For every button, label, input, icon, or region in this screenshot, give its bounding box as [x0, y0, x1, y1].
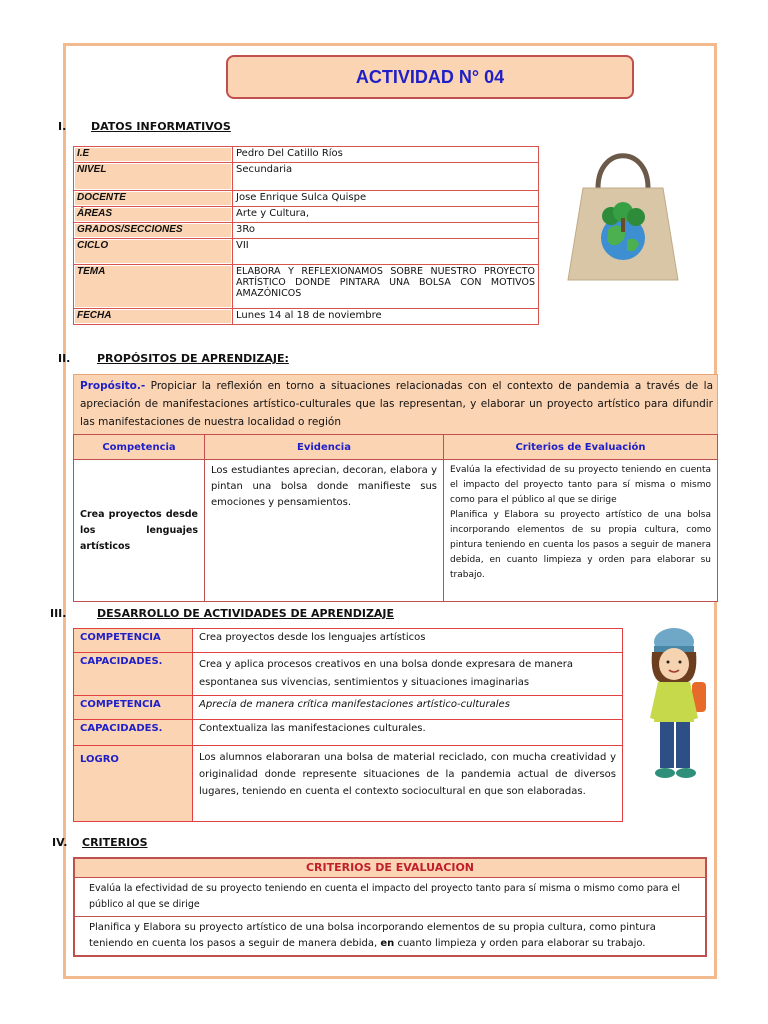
info-table: [73, 146, 539, 325]
criteria-row: Evalúa la efectividad de su proyecto teniendo en cuenta el impacto del proyecto tanto para sí misma o mismo como para el público al que se dirige: [75, 878, 705, 917]
activity-key: COMPETENCIA: [74, 629, 193, 653]
activity-value: Aprecia de manera crítica manifestaciones artístico-culturales: [193, 696, 623, 720]
activity-title: ACTIVIDAD N° 04: [226, 55, 634, 99]
info-value: Secundaria: [233, 163, 539, 191]
activity-key: LOGRO: [74, 746, 193, 822]
section-2-title: PROPÓSITOS DE APRENDIZAJE:: [97, 352, 289, 365]
activities-table: [73, 628, 623, 822]
info-key: I.E: [74, 147, 233, 163]
section-2-number: II.: [58, 352, 71, 365]
info-key: GRADOS/SECCIONES: [74, 223, 233, 239]
activity-value: Contextualiza las manifestaciones culturales.: [193, 720, 623, 746]
info-value: Lunes 14 al 18 de noviembre: [233, 309, 539, 325]
section-3-title: DESARROLLO DE ACTIVIDADES DE APRENDIZAJE: [97, 607, 395, 620]
evaluation-criteria-table: [73, 857, 707, 957]
activity-key: CAPACIDADES.: [74, 720, 193, 746]
section-4-title: CRITERIOS: [82, 836, 148, 849]
info-value: ELABORA Y REFLEXIONAMOS SOBRE NUESTRO PROYECTO ARTÍSTICO DONDE PINTARA UNA BOLSA CON MOTIVOS AMAZÓNICOS: [233, 265, 539, 309]
student-illustration: [636, 622, 716, 787]
info-key: ÁREAS: [74, 207, 233, 223]
evidencia-cell: Los estudiantes aprecian, decoran, elabora y pintan una bolsa donde manifieste sus emociones y pensamientos.: [205, 460, 444, 602]
criteria-row-text-a: Planifica y Elabora su proyecto artístico de una bolsa incorporando elementos de su propia cultura, como pintura teniendo en cuenta los pasos a seguir de manera debida,: [89, 922, 656, 949]
section-3-number: III.: [50, 607, 67, 620]
section-1-number: I.: [58, 120, 67, 133]
activity-value: Los alumnos elaboraran una bolsa de material reciclado, con mucha creatividad y originalidad donde represente situaciones de la pandemia actual de diversos lugares, teniendo en cuenta el contexto sociocultural en que son elaboradas.: [193, 746, 623, 822]
purpose-body: Propiciar la reflexión en torno a situaciones relacionadas con el contexto de pandemia a través de la apreciación de manifestaciones artístico-culturales que las representan, y elaborar un proyecto artístico para difundir las manifestaciones de nuestra localidad o región: [80, 380, 713, 428]
criterios-cell: [444, 460, 718, 602]
criterio-1: Evalúa la efectividad de su proyecto teniendo en cuenta el impacto del proyecto tanto para sí misma o mismo como para el público al que se dirige: [450, 465, 711, 505]
eco-bag-illustration: [553, 140, 693, 290]
info-value: 3Ro: [233, 223, 539, 239]
purpose-label: Propósito.-: [80, 380, 146, 392]
info-key: NIVEL: [74, 163, 233, 191]
criteria-row: [75, 917, 705, 955]
info-key: FECHA: [74, 309, 233, 325]
info-value: Pedro Del Catillo Ríos: [233, 147, 539, 163]
competencia-cell: Crea proyectos desde los lenguajes artísticos: [74, 460, 205, 602]
evaluation-criteria-header: CRITERIOS DE EVALUACION: [75, 859, 705, 878]
header-evidencia: Evidencia: [205, 435, 444, 460]
activity-key: CAPACIDADES.: [74, 653, 193, 696]
section-1-title: DATOS INFORMATIVOS: [91, 120, 231, 133]
header-criterios: Criterios de Evaluación: [444, 435, 718, 460]
criteria-row-text-c: cuanto limpieza y orden para elaborar su trabajo.: [394, 938, 646, 949]
activity-value: Crea y aplica procesos creativos en una bolsa donde expresara de manera espontanea sus vivencias, sentimientos y situaciones imaginarias: [193, 653, 623, 696]
info-key: TEMA: [74, 265, 233, 309]
activity-key: COMPETENCIA: [74, 696, 193, 720]
competence-table: [73, 434, 718, 602]
purpose-text: [80, 377, 713, 431]
info-key: CICLO: [74, 239, 233, 265]
info-value: Arte y Cultura,: [233, 207, 539, 223]
info-value: Jose Enrique Sulca Quispe: [233, 191, 539, 207]
criterio-2: Planifica y Elabora su proyecto artístico de una bolsa incorporando elementos de su propia cultura, como pintura teniendo en cuenta los pasos a seguir de manera debida, en cuanto limpieza y orden para elaborar su trabajo.: [450, 510, 711, 580]
info-value: VII: [233, 239, 539, 265]
section-4-number: IV.: [52, 836, 68, 849]
activity-value: Crea proyectos desde los lenguajes artísticos: [193, 629, 623, 653]
header-competencia: Competencia: [74, 435, 205, 460]
info-key: DOCENTE: [74, 191, 233, 207]
criteria-row-text-b: en: [380, 938, 395, 949]
